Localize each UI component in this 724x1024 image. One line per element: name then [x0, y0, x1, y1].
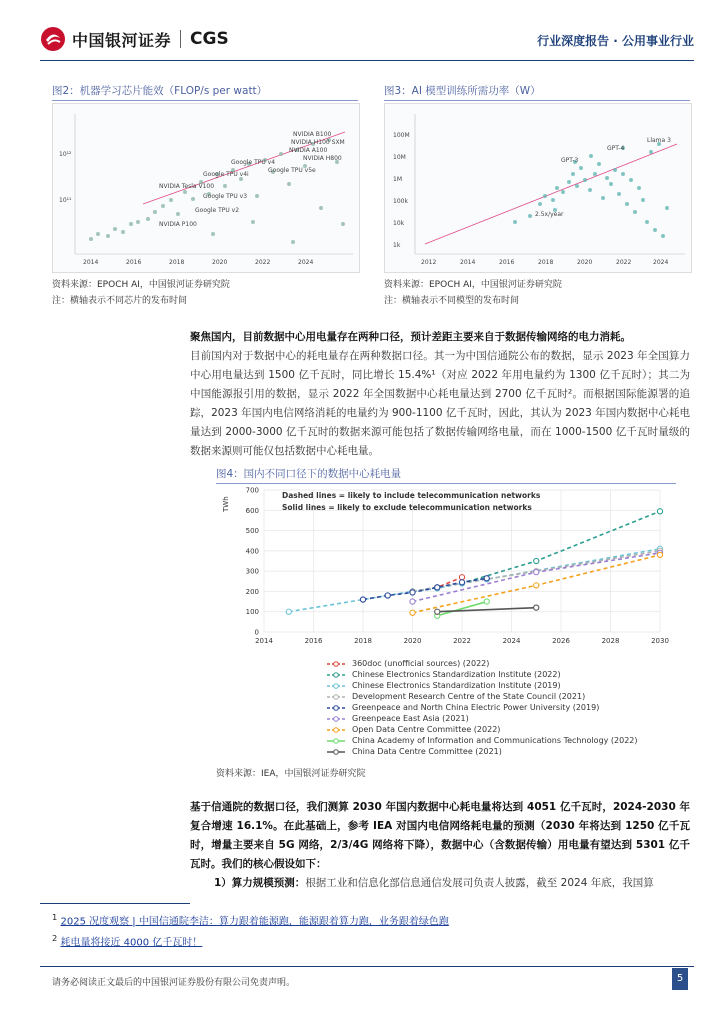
fig4-point — [410, 590, 415, 595]
fig4-point — [459, 575, 464, 580]
fig3-xtick: 2020 — [577, 259, 593, 266]
footnote-1-link[interactable]: 2025 况度观察 | 中国信通院李洁：算力跟着能源跑，能源跟着算力跑，业务跟着绿色跑 — [60, 916, 449, 928]
fig3-trend-line — [425, 144, 677, 244]
fig4-legend-label: Development Research Centre of the State Council (2021) — [352, 692, 586, 701]
fig4-xtick: 2022 — [453, 637, 471, 645]
fig3-ytick: 100k — [393, 198, 408, 205]
fig4-title: 图4：国内不同口径下的数据中心耗电量 — [216, 466, 676, 484]
fig4-legend-swatch — [326, 704, 346, 712]
fig2-chart — [52, 103, 360, 273]
fig4-xtick: 2024 — [502, 637, 521, 645]
paragraph-1-body: 目前国内对于数据中心的耗电量存在两种数据口径。其一为中国信通院公布的数据，显示 2023 年全国算力中心用电量达到 1500 亿千瓦时，同比增长 15.4%¹（对应 2022 年用电量约为 1300 亿千瓦时）；其二为中国能源报引用的数据，显示 2022 年全国数据中心耗电量达到 2700 亿千瓦时²。而根据国际能源署的追踪，2023 年国内电信网络消耗的电量约为 900-1100 亿千瓦时，因此，其认为 2023 年国内数据中心耗电量达到 2000-3000 亿千瓦时的数据来源可能包括了数据传输网络电量，而在 1000-1500 亿千瓦时量级的数据来源则可能仅包括数据中心耗电量。 — [190, 350, 690, 457]
fig3-xtick: 2016 — [499, 259, 515, 266]
cgs-logo-icon — [40, 26, 66, 52]
fig4-point — [286, 609, 291, 614]
fig2-xtick: 2014 — [83, 259, 99, 266]
fig4-legend-swatch — [326, 693, 346, 701]
fig2-label: NVIDIA P100 — [159, 221, 197, 228]
fig4-point — [484, 576, 489, 581]
fig4-xtick: 2018 — [354, 637, 372, 645]
header-logo — [40, 26, 229, 52]
fig4-point — [657, 552, 662, 557]
fig2-ytick: 10¹¹ — [59, 197, 72, 204]
fig4-point — [459, 580, 464, 585]
item1-label: 1）算力规模预测： — [214, 877, 306, 889]
fig4-source: 资料来源：IEA，中国银河证券研究院 — [216, 769, 366, 779]
fig4-ytick: 500 — [245, 527, 259, 536]
fig3-note: 注：横轴表示不同模型的发布时间 — [384, 296, 520, 306]
fig3-label: GPT-4 — [607, 145, 625, 152]
fig2-label: Google TPU v2 — [195, 207, 240, 214]
fig4-legend-swatch — [326, 671, 346, 679]
fig4-ytick: 100 — [245, 608, 259, 617]
footer-divider — [40, 966, 694, 967]
fig4-xtick: 2014 — [255, 637, 273, 645]
fig4-point — [435, 609, 440, 614]
fig3-xtick: 2024 — [653, 259, 669, 266]
item1-body: 根据工业和信息化部信息通信发展司负责人披露，截至 2024 年底，我国算 — [305, 877, 654, 889]
fig2-label: NVIDIA H100 SXM — [291, 139, 345, 146]
fig4-ytick: 700 — [245, 486, 259, 495]
fig3-ytick: 1k — [393, 242, 401, 249]
fig4-xtick: 2016 — [304, 637, 323, 645]
fig3-ytick: 1M — [393, 176, 402, 183]
fig4-line-chart — [216, 482, 676, 652]
fig4-xtick: 2030 — [651, 637, 669, 645]
fig4-legend-label: Chinese Electronics Standardization Institute (2022) — [352, 670, 561, 679]
fig4-series-line — [413, 511, 661, 591]
header-divider — [40, 60, 694, 61]
fig2-xtick: 2024 — [298, 259, 314, 266]
fig4-legend — [326, 658, 638, 757]
fig4-legend-item — [326, 724, 638, 735]
fig4-legend-item — [326, 746, 638, 757]
paragraph-1-lead: 聚焦国内，目前数据中心用电量存在两种口径，预计差距主要来自于数据传输网络的电力消耗。 — [190, 331, 631, 343]
fig4-legend-swatch — [326, 726, 346, 734]
fig4-point — [534, 570, 539, 575]
fig4-legend-item — [326, 713, 638, 724]
logo-en: CGS — [190, 29, 229, 49]
fig2-xtick: 2018 — [169, 259, 185, 266]
paragraph-1 — [190, 328, 690, 461]
fig3-label: GPT-3 — [561, 157, 579, 164]
fig4-chart — [216, 482, 676, 762]
logo-cn: 中国银河证券 — [72, 30, 172, 50]
fig4-point — [657, 509, 662, 514]
fig4-xtick: 2020 — [403, 637, 422, 645]
fig4-xtick: 2028 — [601, 637, 620, 645]
fig4-point — [484, 599, 489, 604]
fig2-label: NVIDIA A100 — [289, 147, 328, 154]
fig4-point — [534, 583, 539, 588]
fig4-legend-swatch — [326, 737, 346, 745]
fig4-series — [286, 509, 662, 619]
fig2-xtick: 2016 — [126, 259, 142, 266]
footnote-1 — [52, 912, 449, 927]
fig4-legend-label: China Academy of Information and Communications Technology (2022) — [352, 736, 638, 745]
fig4-point — [360, 597, 365, 602]
footnote-2-link[interactable]: 耗电量将接近 4000 亿千瓦时！ — [60, 937, 203, 949]
fig4-legend-label: Chinese Electronics Standardization Institute (2019) — [352, 681, 561, 690]
fig3-xtick: 2022 — [616, 259, 632, 266]
fig4-legend-item — [326, 735, 638, 746]
footnote-divider — [40, 903, 190, 904]
fig3-ytick: 10M — [393, 154, 406, 161]
fig3-label: Llama 3 — [647, 137, 671, 144]
fig4-legend-item — [326, 691, 638, 702]
fig2-note: 注：横轴表示不同芯片的发布时间 — [52, 296, 188, 306]
fig4-ytick: 600 — [245, 506, 259, 515]
fig4-note-dashed: Dashed lines = likely to include telecommunication networks — [282, 491, 541, 500]
fig3-xtick: 2012 — [421, 259, 437, 266]
fig4-point — [534, 605, 539, 610]
footnote-2 — [52, 933, 202, 948]
fig4-point — [385, 593, 390, 598]
logo-divider — [180, 30, 181, 48]
fig4-legend-label: Greenpeace East Asia (2021) — [352, 714, 469, 723]
fig4-legend-item — [326, 658, 638, 669]
fig2-label: Google TPU v4 — [231, 159, 276, 166]
fig2-xtick: 2022 — [255, 259, 271, 266]
fig2-scatter — [53, 104, 359, 272]
fig4-legend-item — [326, 702, 638, 713]
fig4-legend-swatch — [326, 748, 346, 756]
fig2-label: Google TPU v5e — [268, 167, 316, 174]
fig4-ytick: 400 — [245, 547, 259, 556]
fig4-ytick: 200 — [245, 587, 259, 596]
fig4-series-line — [437, 608, 536, 612]
fig4-legend-item — [326, 680, 638, 691]
fig4-legend-swatch — [326, 715, 346, 723]
footer-disclaimer: 请务必阅读正文最后的中国银河证券股份有限公司免责声明。 — [52, 978, 296, 988]
fig3-title: 图3：AI 模型训练所需功率（W） — [384, 83, 690, 101]
fig2-label: Google TPU v4i — [203, 171, 249, 178]
fig2-source: 资料来源：EPOCH AI，中国银河证券研究院 — [52, 280, 230, 290]
fig4-legend-item — [326, 669, 638, 680]
footnote-1-num: 1 — [52, 912, 58, 922]
fig4-legend-label: Open Data Centre Committee (2022) — [352, 725, 501, 734]
footnote-2-num: 2 — [52, 933, 58, 943]
fig4-xtick: 2026 — [552, 637, 570, 645]
fig2-xtick: 2020 — [212, 259, 228, 266]
fig2-ytick: 10¹² — [59, 151, 72, 158]
fig4-legend-swatch — [326, 660, 346, 668]
fig3-chart — [384, 103, 692, 273]
fig4-point — [435, 585, 440, 590]
fig3-source: 资料来源：EPOCH AI，中国银河证券研究院 — [384, 280, 562, 290]
fig4-ytick: 0 — [254, 628, 259, 637]
report-category: 行业深度报告 · 公用事业行业 — [537, 34, 694, 48]
fig4-legend-swatch — [326, 682, 346, 690]
fig2-label: NVIDIA H800 — [303, 155, 342, 162]
fig4-legend-label: 360doc (unofficial sources) (2022) — [352, 659, 490, 668]
fig4-point — [534, 558, 539, 563]
fig3-xtick: 2014 — [460, 259, 476, 266]
fig4-legend-label: Greenpeace and North China Electric Power University (2019) — [352, 703, 600, 712]
fig3-scatter — [385, 104, 691, 272]
fig4-legend-label: China Data Centre Committee (2021) — [352, 747, 502, 756]
fig4-note-solid: Solid lines = likely to exclude telecommunication networks — [282, 503, 532, 512]
fig4-ylabel: TWh — [222, 496, 230, 512]
fig3-ytick: 100M — [393, 132, 410, 139]
fig3-xtick: 2018 — [538, 259, 554, 266]
paragraph-2 — [190, 798, 690, 893]
page-number: 5 — [672, 968, 688, 990]
fig4-point — [410, 599, 415, 604]
fig4-ytick: 300 — [245, 567, 259, 576]
fig3-ytick: 10k — [393, 220, 405, 227]
fig4-point — [410, 610, 415, 615]
paragraph-2-body: 基于信通院的数据口径，我们测算 2030 年国内数据中心耗电量将达到 4051 亿千瓦时，2024-2030 年复合增速 16.1%。在此基础上，参考 IEA 对国内电信网络耗电量的预测（2030 年将达到 1250 亿千瓦时，增量主要来自 5G 网络，2/3/4G 网络将下降），数据中心（含数据传输）用电量有望达到 5301 亿千瓦时。我们的核心假设如下： — [190, 801, 690, 870]
fig2-label: NVIDIA Tesla V100 — [159, 183, 215, 190]
fig3-label: 2.5x/year — [535, 211, 564, 218]
fig2-label: Google TPU v3 — [203, 193, 248, 200]
fig2-label: NVIDIA B100 — [293, 131, 332, 138]
fig2-title: 图2：机器学习芯片能效（FLOP/s per watt） — [52, 83, 358, 101]
